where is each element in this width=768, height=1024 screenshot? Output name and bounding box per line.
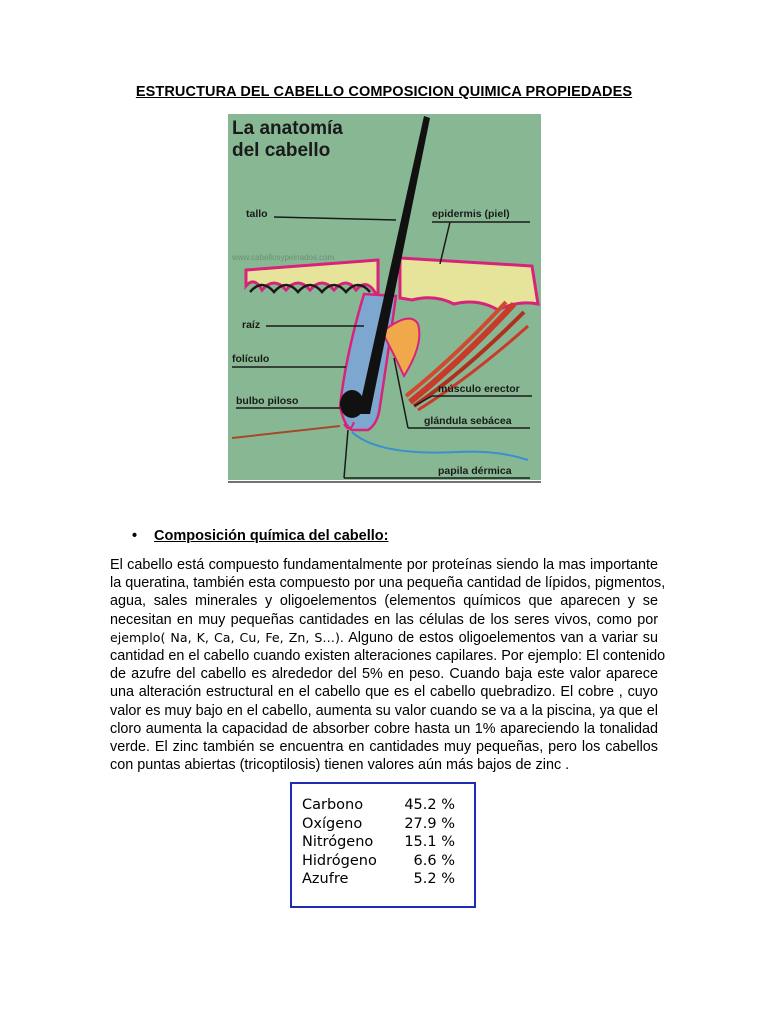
document-title: ESTRUCTURA DEL CABELLO COMPOSICION QUIMICA PROPIEDADES (135, 84, 633, 100)
label-papila: papila dérmica (438, 465, 512, 477)
table-row (302, 870, 455, 889)
paragraph-line (110, 629, 658, 647)
paragraph-line-rest: Alguno de estos oligoelementos van a variar su (343, 629, 659, 646)
label-glandula: glándula sebácea (424, 415, 512, 427)
paragraph-line: verde. El zinc también se encuentra en cantidades muy pequeñas, pero los cabellos (110, 739, 658, 756)
table-row (302, 852, 455, 871)
label-epidermis: epidermis (piel) (432, 208, 510, 220)
paragraph-line: de azufre del cabello es alrededor del 5% en peso. Cuando baja este valor aparece (110, 666, 658, 683)
section-heading (132, 528, 388, 544)
element-name: Nitrógeno (302, 834, 374, 850)
element-name: Azufre (302, 871, 349, 887)
element-name: Oxígeno (302, 815, 363, 832)
composition-table (290, 782, 476, 908)
label-tallo: tallo (246, 208, 268, 220)
body-paragraph (110, 556, 666, 774)
table-row (302, 833, 455, 852)
element-value: 6.6 % (413, 852, 455, 869)
element-value: 5.2 % (413, 871, 455, 887)
paragraph-line: necesitan en muy pequeñas cantidades en las células de los seres vivos, como por (110, 611, 658, 628)
figure-watermark: www.cabellosypeinados.com (232, 253, 335, 262)
table-row (302, 796, 455, 815)
bullet-icon: • (132, 528, 138, 544)
element-symbols: ejemplo( Na, K, Ca, Cu, Fe, Zn, S…). (110, 629, 344, 645)
figure-heading-line2: del cabello (232, 140, 331, 161)
hair-bulb (340, 390, 364, 418)
paragraph-line: una alteración estructural en el cabello que es el cabello quebradizo. El cobre , cuyo (110, 684, 658, 701)
label-raiz: raíz (242, 319, 261, 331)
paragraph-line: cantidad en el cabello cuando existen alteraciones capilares. Por ejemplo: El contenido (110, 648, 666, 665)
label-musculo: músculo erector (438, 383, 520, 395)
element-value: 27.9 % (404, 815, 455, 832)
paragraph-line: con puntas abiertas (tricoptilosis) tienen valores aún más bajos de zinc . (110, 757, 570, 774)
element-value: 45.2 % (404, 797, 455, 813)
figure-heading-line1: La anatomía (232, 118, 343, 139)
element-value: 15.1 % (404, 834, 455, 850)
label-bulbo: bulbo piloso (236, 395, 299, 407)
paragraph-line: El cabello está compuesto fundamentalmente por proteínas siendo la mas importante (110, 557, 658, 573)
table-row (302, 815, 455, 834)
element-name: Carbono (302, 797, 364, 813)
hair-anatomy-figure (228, 114, 541, 484)
paragraph-line: valor es muy bajo en el cabello, aumenta su valor cuando se va a la piscina, ya que el (110, 702, 658, 719)
paragraph-line: agua, sales minerales y oligoelementos (elementos químicos que aparecen y se (110, 593, 658, 610)
element-name: Hidrógeno (302, 852, 377, 869)
paragraph-line: la queratina, también esta compuesto por una pequeña cantidad de lípidos, pigmentos, (110, 575, 666, 592)
paragraph-line: cloro aumenta la capacidad de absorber cobre hasta un 1% apareciendo la tonalidad (110, 720, 658, 737)
section-heading-text: Composición química del cabello: (154, 528, 389, 544)
label-foliculo: folículo (232, 353, 270, 365)
hair-anatomy-diagram (228, 114, 541, 484)
